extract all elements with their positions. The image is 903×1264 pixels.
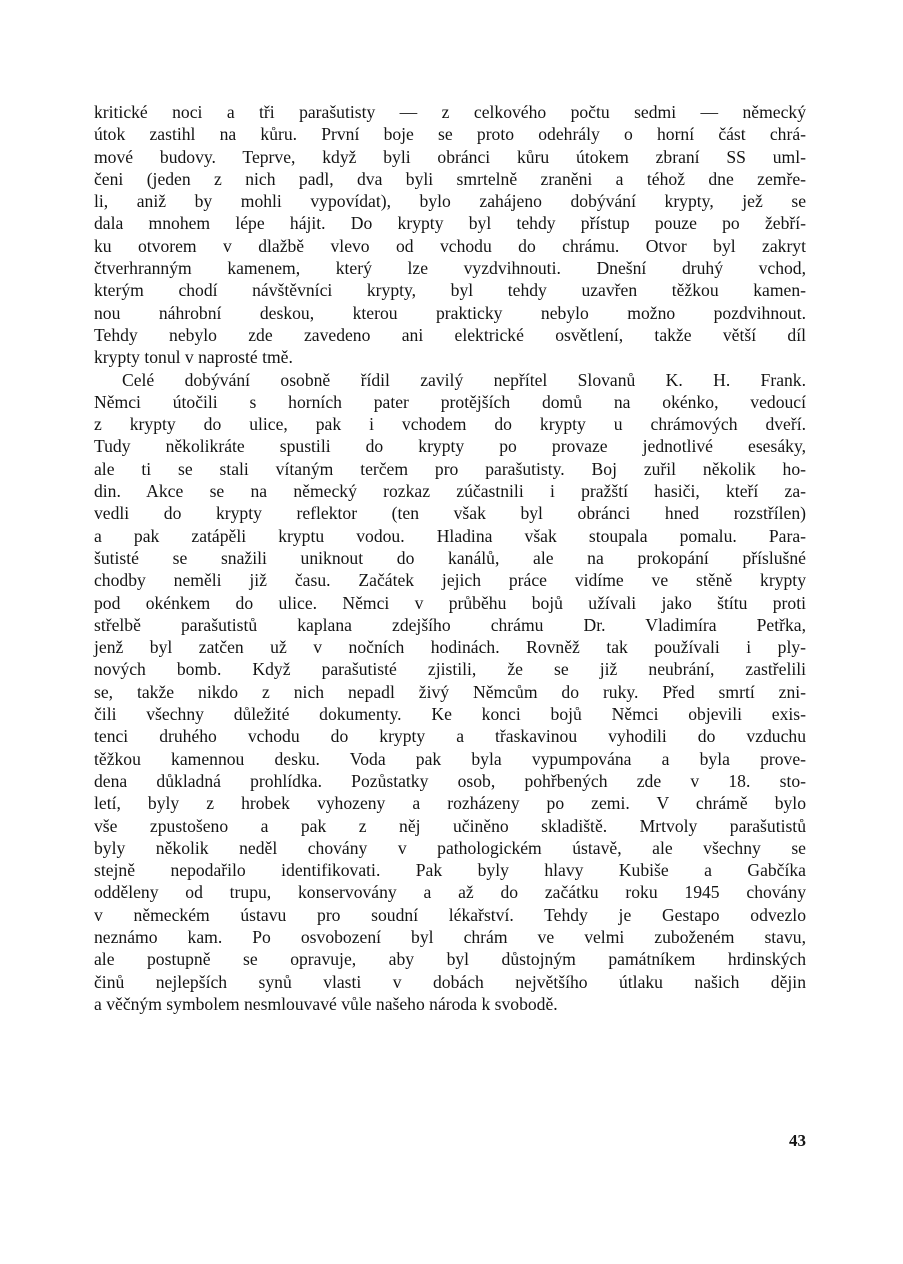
text-line: pod okénkem do ulice. Němci v průběhu bojů užívali jako štítu proti xyxy=(94,592,806,613)
text-line: Němci útočili s horních pater protějších domů na okénko, vedoucí xyxy=(94,391,806,412)
text-line: kterým chodí návštěvníci krypty, byl tehdy uzavřen těžkou kamen- xyxy=(94,280,806,301)
text-line: krypty tonul v naprosté tmě. xyxy=(94,347,293,368)
text-line: a věčným symbolem nesmlouvavé vůle našeho národa k svobodě. xyxy=(94,993,558,1014)
text-line: ale ti se stali vítaným terčem pro parašutisty. Boj zuřil několik ho- xyxy=(94,458,806,479)
text-line: v německém ústavu pro soudní lékařství. Tehdy je Gestapo odvezlo xyxy=(94,904,806,925)
text-line: Celé dobývání osobně řídil zavilý nepřítel Slovanů K. H. Frank. xyxy=(122,369,806,390)
text-line: letí, byly z hrobek vyhozeny a rozházeny po zemi. V chrámě bylo xyxy=(94,793,806,814)
text-line: stejně nepodařilo identifikovati. Pak byly hlavy Kubiše a Gabčíka xyxy=(94,860,806,881)
text-line: Tudy několikráte spustili do krypty po provaze jednotlivé esesáky, xyxy=(94,436,806,457)
text-line: těžkou kamennou desku. Voda pak byla vypumpována a byla prove- xyxy=(94,748,806,769)
text-line: šutisté se snažili uniknout do kanálů, ale na prokopání příslušné xyxy=(94,547,806,568)
text-line: vše zpustošeno a pak z něj učiněno skladiště. Mrtvoly parašutistů xyxy=(94,815,806,836)
text-line: čeni (jeden z nich padl, dva byli smrtelně zraněni a téhož dne zemře- xyxy=(94,168,806,189)
text-line: čili všechny důležité dokumenty. Ke konci bojů Němci objevili exis- xyxy=(94,704,806,725)
text-line: ale postupně se opravuje, aby byl důstojným památníkem hrdinských xyxy=(94,949,806,970)
text-line: střelbě parašutistů kaplana zdejšího chrámu Dr. Vladimíra Petřka, xyxy=(94,614,806,635)
text-line: čtverhranným kamenem, který lze vyzdvihnouti. Dnešní druhý vchod, xyxy=(94,258,806,279)
text-line: útok zastihl na kůru. První boje se proto odehrály o horní část chrá- xyxy=(94,124,806,145)
paragraph-1 xyxy=(94,101,806,369)
text-line: tenci druhého vchodu do krypty a třaskavinou vyhodili do vzduchu xyxy=(94,726,806,747)
text-line: kritické noci a tři parašutisty — z celkového počtu sedmi — německý xyxy=(94,102,806,122)
text-line: nou náhrobní deskou, kterou prakticky nebylo možno pozdvihnout. xyxy=(94,302,806,323)
text-line: odděleny od trupu, konservovány a až do začátku roku 1945 chovány xyxy=(94,882,806,903)
text-line: din. Akce se na německý rozkaz zúčastnili i pražští hasiči, kteří za- xyxy=(94,481,806,502)
text-line: činů nejlepších synů vlasti v dobách největšího útlaku našich dějin xyxy=(94,971,806,992)
text-line: mové budovy. Teprve, když byli obránci kůru útokem zbraní SS uml- xyxy=(94,146,806,167)
text-line: z krypty do ulice, pak i vchodem do krypty u chrámových dveří. xyxy=(94,414,806,435)
text-line: se, takže nikdo z nich nepadl živý Němcům do ruky. Před smrtí zni- xyxy=(94,681,806,702)
text-line: nových bomb. Když parašutisté zjistili, že se již neubrání, zastřelili xyxy=(94,659,806,680)
text-line: dena důkladná prohlídka. Pozůstatky osob, pohřbených zde v 18. sto- xyxy=(94,770,806,791)
text-line: vedli do krypty reflektor (ten však byl obránci hned rozstřílen) xyxy=(94,503,806,524)
body-text xyxy=(94,101,806,1015)
page-number: 43 xyxy=(789,1131,806,1150)
text-line: jenž byl zatčen už v nočních hodinách. Rovněž tak používali i ply- xyxy=(94,637,806,658)
text-line: ku otvorem v dlažbě vlevo od vchodu do chrámu. Otvor byl zakryt xyxy=(94,235,806,256)
text-line: dala mnohem lépe hájit. Do krypty byl tehdy přístup pouze po žebří- xyxy=(94,213,806,234)
text-line: byly několik neděl chovány v pathologickém ústavě, ale všechny se xyxy=(94,837,806,858)
text-line: li, aniž by mohli vypovídat), bylo zahájeno dobývání krypty, jež se xyxy=(94,191,806,212)
text-line: neznámo kam. Po osvobození byl chrám ve velmi zuboženém stavu, xyxy=(94,926,806,947)
text-line: a pak zatápěli kryptu vodou. Hladina však stoupala pomalu. Para- xyxy=(94,525,806,546)
paragraph-2 xyxy=(94,369,806,1016)
text-line: chodby neměli již času. Začátek jejich práce vidíme ve stěně krypty xyxy=(94,570,806,591)
text-line: Tehdy nebylo zde zavedeno ani elektrické osvětlení, takže větší díl xyxy=(94,324,806,345)
